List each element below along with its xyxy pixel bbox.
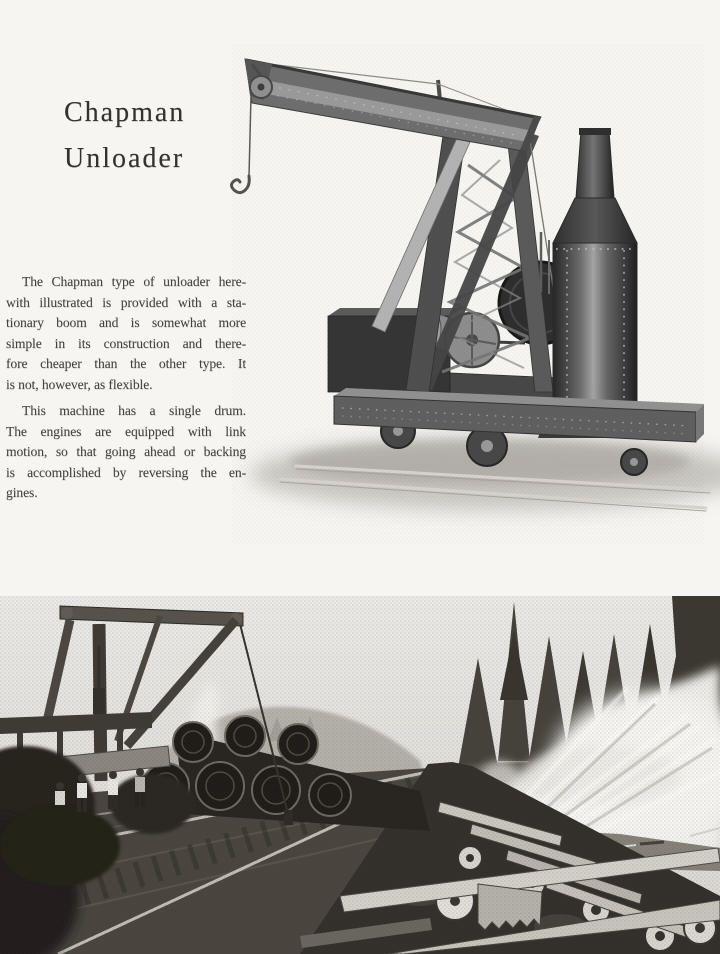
text-line: The Chapman type of unloader here- bbox=[22, 274, 246, 289]
text-line: is not, however, as flexible. bbox=[6, 376, 153, 392]
unloader-operation-photo bbox=[0, 596, 720, 954]
engraving-grain bbox=[232, 44, 704, 544]
title-line-2: Unloader bbox=[64, 143, 185, 174]
text-line: fore cheaper than the other type. It bbox=[6, 356, 246, 372]
text-line: simple in its construction and there- bbox=[6, 335, 246, 351]
text-line: The engines are equipped with link bbox=[6, 423, 246, 439]
paragraph-1 bbox=[6, 272, 246, 396]
text-line: is accomplished by reversing the en- bbox=[6, 464, 246, 480]
text-line: with illustrated is provided with a sta- bbox=[6, 294, 246, 310]
paragraph-2 bbox=[6, 401, 246, 504]
text-line: motion, so that going ahead or backing bbox=[6, 444, 246, 460]
photo-grain bbox=[0, 596, 720, 954]
text-line: tionary boom and is somewhat more bbox=[6, 315, 246, 331]
text-line: gines. bbox=[6, 485, 38, 501]
page-title bbox=[64, 90, 185, 182]
title-line-1: Chapman bbox=[64, 97, 186, 128]
text-line: This machine has a single drum. bbox=[22, 403, 246, 418]
